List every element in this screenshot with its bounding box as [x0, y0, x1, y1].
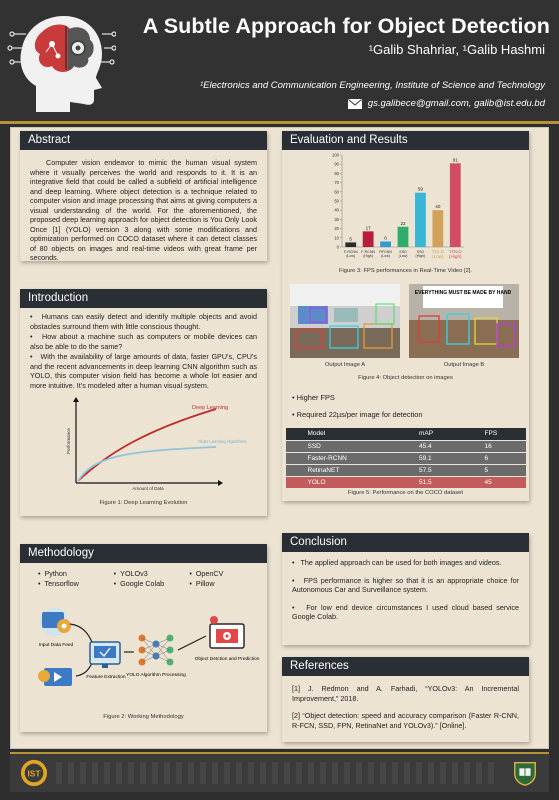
tool-item: • YOLOv3 [113, 569, 148, 578]
output-image-a-label: Output Image A [324, 362, 366, 368]
cell-map: 59.1 [397, 452, 463, 464]
email-addresses: gs.galibece@gmail.com, galib@ist.edu.bd [367, 98, 545, 109]
y-axis-label: Performance [66, 428, 71, 454]
cell-map: 45.4 [397, 440, 463, 452]
figure-2-caption: Figure 2: Working Methodology [103, 714, 184, 720]
category-label-line: YOLO [431, 249, 445, 254]
cell-fps: 5 [463, 464, 526, 476]
older-algorithms-label [198, 439, 246, 444]
bar [450, 163, 461, 247]
tools-col-1 [38, 569, 106, 588]
introduction-panel [20, 289, 267, 516]
conclusion-item-3: • For low end device circumstances I used cloud based service Google Colab. [292, 602, 519, 621]
university-crest [511, 759, 539, 787]
brain-gear-logo [6, 4, 116, 116]
cell-fps: 45 [463, 476, 526, 488]
table-row-highlight [286, 476, 526, 488]
intro-bullet-2: • How about a machine such as computers or mobile devices can also be able to do the same? [30, 332, 257, 351]
table-row [286, 464, 526, 476]
table-header-row [286, 428, 526, 440]
tool-item: • Pillow [189, 578, 215, 588]
cell-model: RetinaNET [286, 464, 397, 476]
category-label [361, 250, 375, 258]
envelope-icon [348, 99, 362, 109]
cell-fps: 6 [463, 452, 526, 464]
y-tick-label: 40 [334, 207, 339, 213]
older-algorithms-label-text: Older Learning Algorithms [198, 439, 247, 444]
coco-table-wrap [282, 428, 529, 488]
category-label-line: (Low) [381, 254, 391, 259]
y-tick-label: 10 [334, 235, 339, 241]
table-row [286, 440, 526, 452]
abstract-text: Computer vision endeavor to mimic the human visual system where it visually perceives the world and responds to it. It is an integrative field that could be called a subfield of artificial intelligence and deep learning. Where object detection is a technique related to computer vision and image processing that aims at giving computers a visual understanding of the world. For the aforementioned, the proposed deep learning approach for object detection is You Only Look Once [1] (YOLO) version 3 along with some modifications and optimization performed on COCO dataset where it can detect classes of 80 objects on images and real-time videos with great frame per seconds. [30, 158, 257, 262]
tools-col-2 [114, 569, 182, 588]
abstract-heading: Abstract [20, 131, 267, 150]
x-axis-label: Amount of Data [132, 486, 164, 491]
gear-icon-2 [38, 670, 50, 682]
intro-bullet-1: • Humans can easily detect and identify multiple objects and avoid obstacles surround them with little conscious thought. [30, 312, 257, 331]
tools-col-3 [189, 569, 257, 588]
output-image-b [409, 284, 519, 358]
evaluation-panel [282, 131, 529, 501]
figure-1-caption: Figure 1: Deep Learning Evolution [99, 500, 188, 506]
eval-bullet-1: • Higher FPS [292, 393, 335, 402]
category-label-line: RFCNN [379, 250, 392, 254]
monitor-screen [94, 646, 116, 658]
figure-5-caption: Figure 5: Performance on the COCO dataset [347, 490, 464, 496]
col-header-fps: FPS [463, 428, 526, 440]
output-label [195, 656, 260, 662]
category-label [344, 250, 358, 258]
emails-row [348, 98, 545, 109]
bar [363, 231, 374, 247]
gear-hub [62, 624, 67, 629]
category-label [379, 250, 392, 258]
bar-value-label: 6 [384, 235, 387, 241]
introduction-heading: Introduction [20, 289, 267, 308]
bar [432, 210, 443, 247]
category-label-line: (High) [415, 254, 426, 259]
conclusion-item-1: • The applied approach can be used for both images and videos. [292, 558, 502, 567]
category-label-line: YOLO [448, 249, 462, 254]
tool-item: • Google Colab [113, 578, 165, 588]
output-gear-icon [210, 616, 218, 624]
tool-item: • Tensorflow [38, 578, 79, 588]
y-tick-label: 30 [334, 216, 339, 222]
conclusion-heading: Conclusion [282, 533, 529, 552]
neural-network-icon [139, 635, 174, 666]
y-tick-label: 90 [334, 161, 339, 167]
cell-fps: 16 [463, 440, 526, 452]
bar-value-label: 22 [400, 220, 406, 226]
y-tick-label: 70 [334, 180, 339, 186]
col-header-model: Model [286, 428, 397, 440]
methodology-panel [20, 544, 267, 732]
sign-text [415, 290, 512, 296]
input-feed-label: Input Data Feed [38, 643, 74, 648]
target-center [225, 634, 228, 637]
category-label-line: (Low) [346, 254, 356, 259]
references-panel [282, 657, 529, 742]
table-row [286, 452, 526, 464]
output-image-a [290, 284, 400, 358]
y-tick-label: 60 [334, 189, 339, 195]
y-tick-label: 50 [334, 198, 339, 204]
bar-value-label: 17 [365, 225, 371, 231]
evaluation-heading: Evaluation and Results [282, 131, 529, 150]
footer-pattern [56, 762, 496, 784]
feature-extraction-label-text: Feature Extraction [86, 675, 126, 680]
deep-learning-evolution-chart [20, 391, 267, 501]
category-label-line: SSD [416, 250, 425, 254]
y-tick-label: 20 [334, 226, 339, 232]
fps-bar-chart [282, 151, 529, 271]
monitor-stand [102, 664, 108, 668]
y-tick-label: 80 [334, 170, 339, 176]
bar-value-label: 59 [417, 186, 423, 192]
bar-value-label: 5 [349, 236, 352, 242]
cell-model: YOLO [286, 476, 397, 488]
bar-value-label: 91 [452, 157, 458, 163]
reference-2: [2] “Object detection: speed and accuracy comparison (Faster R-CNN, R-FCN, SSD, FPN, RetinaNet and YOLOv3).” [Online]. [292, 711, 519, 730]
bar [415, 193, 426, 247]
figure-3-caption: Figure 3: FPS performances in Real-Time Video [2]. [338, 268, 473, 274]
y-tick-label: 0 [336, 244, 339, 250]
conclusion-item-2: • FPS performance is higher so that it is an appropriate choice for Autonomous Car and Surveillance system. [292, 575, 519, 594]
category-label-line: (Low) [398, 254, 408, 259]
output-image-b-label: Output Image B [443, 362, 485, 368]
col-header-map: mAP [397, 428, 463, 440]
yolo-processing-label: YOLO Algorithm Processing [126, 673, 186, 678]
figure-4-caption: Figure 4: Object detection on images [358, 375, 453, 381]
y-axis-arrow [73, 397, 79, 402]
sign-text-line: EVERYTHING MUST BE MADE BY HAND [414, 290, 512, 296]
cell-model: Faster-RCNN [286, 452, 397, 464]
conclusion-panel [282, 533, 529, 645]
tool-item: • Python [38, 569, 67, 578]
category-label-line: SSD [399, 250, 407, 254]
poster-header [0, 0, 559, 124]
deep-learning-curve [78, 409, 216, 481]
coco-performance-table [286, 428, 526, 488]
bar [345, 242, 356, 247]
ist-logo-text: IST [27, 768, 41, 779]
category-label-line: F-RCNN [343, 250, 358, 254]
category-label [416, 250, 426, 258]
affiliation: ¹Electronics and Communication Engineering, Institute of Science and Technology [199, 80, 545, 91]
output-label-text: Object Detction and Prediction [194, 657, 260, 662]
intro-bullet-3: • With the availability of large amounts of data, faster GPU’s, CPU’s and the recent advancements in deep learning CNN algorithm such as YOLO, this computer vision field has become a whole lot easier and more intuitive. It’s modeled after a human visual system. [30, 352, 257, 390]
category-label [449, 249, 462, 259]
category-label-line: (Low) [432, 254, 444, 259]
authors: ¹Galib Shahriar, ¹Galib Hashmi [368, 42, 545, 57]
ist-logo [20, 759, 48, 787]
category-label-line: (High) [363, 254, 374, 259]
tool-item: • OpenCV [189, 569, 224, 578]
bar [380, 241, 391, 247]
cell-model: SSD [286, 440, 397, 452]
deep-learning-label: Deep Learning [192, 405, 229, 411]
category-label-line: (High) [449, 254, 462, 259]
y-tick-label: 100 [332, 152, 339, 158]
references-heading: References [282, 657, 529, 676]
arrow-yolo-to-output [178, 636, 206, 650]
category-label-line: F-RCNN [361, 250, 376, 254]
feature-extraction-label [86, 674, 126, 680]
poster-footer [10, 752, 549, 792]
bar [398, 227, 409, 247]
x-axis-arrow [218, 480, 223, 486]
category-label [431, 249, 444, 259]
abstract-panel [20, 131, 267, 261]
eval-bullet-2: • Required 22µs/per image for detection [292, 410, 423, 419]
cell-map: 51.5 [397, 476, 463, 488]
bar-value-label: 40 [435, 204, 441, 210]
poster-title: A Subtle Approach for Object Detection [142, 14, 550, 38]
methodology-heading: Methodology [20, 544, 267, 563]
reference-1: [1] J. Redmon and A. Farhadi, “YOLOv3: An Incremental Improvement,” 2018. [292, 684, 519, 703]
working-methodology-diagram [20, 602, 267, 712]
category-label [399, 250, 408, 258]
cell-map: 57.5 [397, 464, 463, 476]
